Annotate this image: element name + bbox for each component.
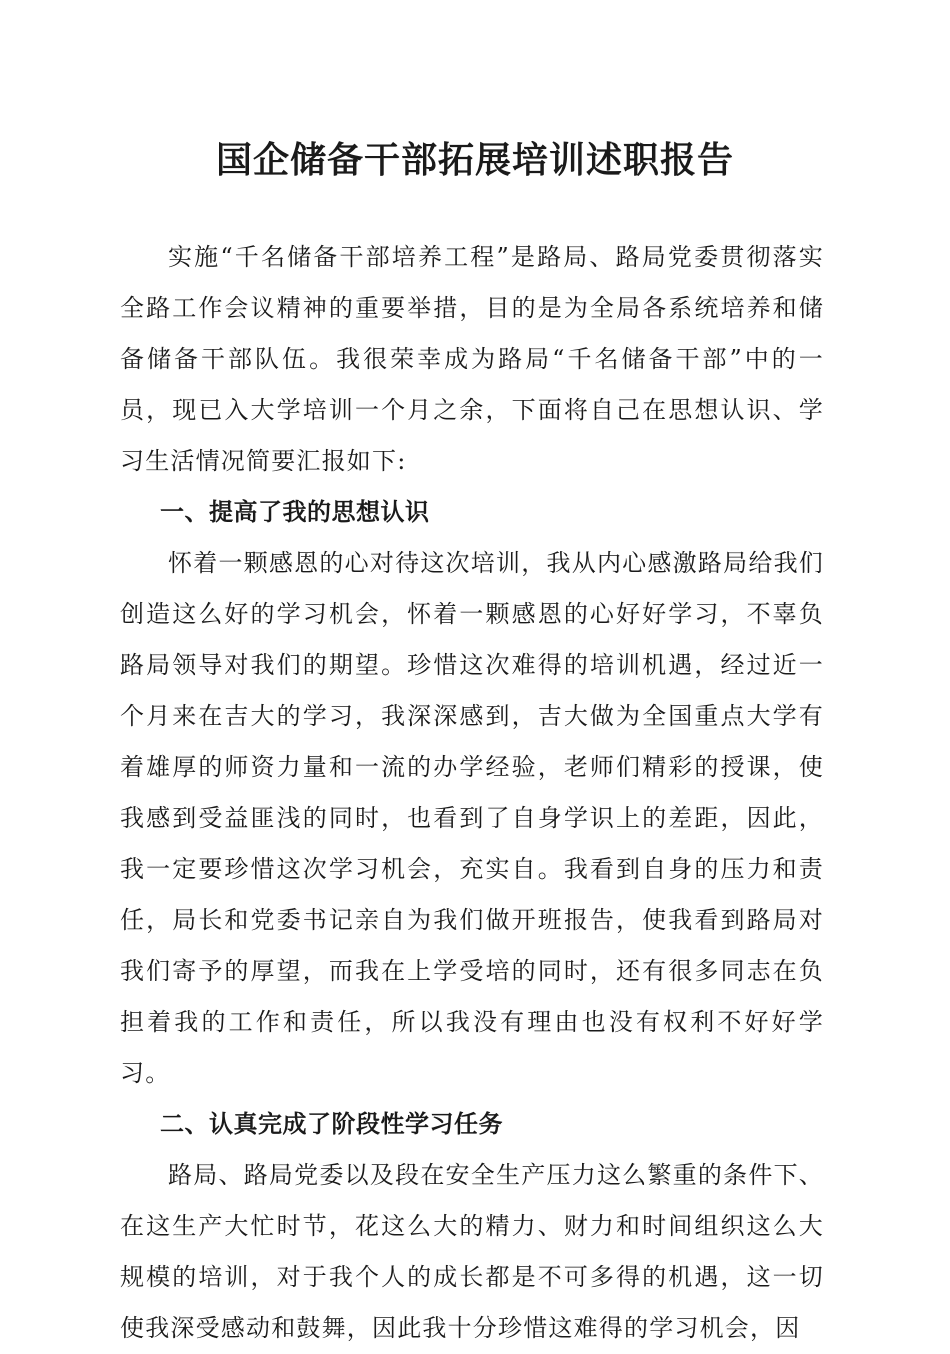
section-2-paragraph: 路局、路局党委以及段在安全生产压力这么繁重的条件下、在这生产大忙时节，花这么大的精力、财力和时间组织这么大规模的培训，对于我个人的成长都是不可多得的机遇，这一切使我深受感动和鼓舞，因此我十分珍惜这难得的学习机会，因 [120,1161,824,1342]
section-2-heading: 二、认真完成了阶段性学习任务 [160,1110,503,1138]
section-1-paragraph: 怀着一颗感恩的心对待这次培训，我从内心感激路局给我们创造这么好的学习机会，怀着一颗感恩的心好好学习，不辜负路局领导对我们的期望。珍惜这次难得的培训机遇，经过近一个月来在吉大的学习，我深深感到，吉大做为全国重点大学有着雄厚的师资力量和一流的办学经验，老师们精彩的授课，使我感到受益匪浅的同时，也看到了自身学识上的差距，因此，我一定要珍惜这次学习机会，充实自。我看到自身的压力和责任，局长和党委书记亲自为我们做开班报告，使我看到路局对我们寄予的厚望，而我在上学受培的同时，还有很多同志在负担着我的工作和责任，所以我没有理由也没有权利不好好学习。 [120,549,824,1087]
document-title: 国企储备干部拓展培训述职报告 [215,139,734,181]
intro-paragraph: 实施“千名储备干部培养工程”是路局、路局党委贯彻落实全路工作会议精神的重要举措，目的是为全局各系统培养和储备储备干部队伍。我很荣幸成为路局“千名储备干部”中的一员，现已入大学培训一个月之余，下面将自己在思想认识、学习生活情况简要汇报如下: [120,243,824,475]
document-body [120,232,824,1354]
section-1-heading: 一、提高了我的思想认识 [160,498,430,526]
